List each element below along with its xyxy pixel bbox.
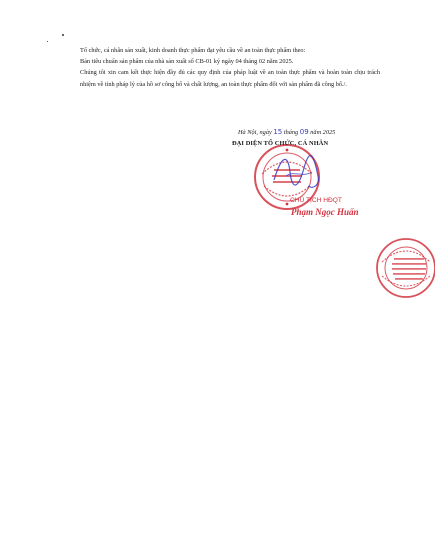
scan-speck xyxy=(62,34,64,36)
signer-name: Phạm Ngọc Huấn xyxy=(291,207,359,217)
date-day: 15 xyxy=(273,128,283,136)
paragraph-1: Tổ chức, cá nhân sản xuất, kinh doanh thực phẩm đạt yêu cầu về an toàn thực phẩm theo: xyxy=(80,47,306,54)
place-date-line xyxy=(238,128,335,136)
representative-title: ĐẠI DIỆN TỔ CHỨC, CÁ NHÂN xyxy=(232,140,329,147)
month-word: tháng xyxy=(283,129,299,136)
paragraph-2: Bản tiêu chuẩn sản phẩm của nhà sản xuất số CB-01 ký ngày 04 tháng 02 năm 2025. xyxy=(80,58,294,66)
place-prefix: Hà Nội, ngày xyxy=(238,129,272,136)
scan-speck xyxy=(47,41,48,42)
declaration-body xyxy=(80,45,380,90)
date-year: năm 2025 xyxy=(310,129,336,136)
signer-position: CHỦ TỊCH HĐQT xyxy=(290,197,342,204)
handwritten-signature xyxy=(268,150,328,194)
edge-seal-stamp xyxy=(372,236,435,300)
paragraph-3: Chúng tôi xin cam kết thực hiện đầy đủ các quy định của pháp luật về an toàn thực phẩm và hoàn toàn chịu trách nhiệm về tính pháp lý của hồ sơ công bố và chất lượng, an toàn thực phẩm đối với sản phẩm đã công bố./. xyxy=(80,69,380,88)
date-month: 09 xyxy=(299,128,309,136)
